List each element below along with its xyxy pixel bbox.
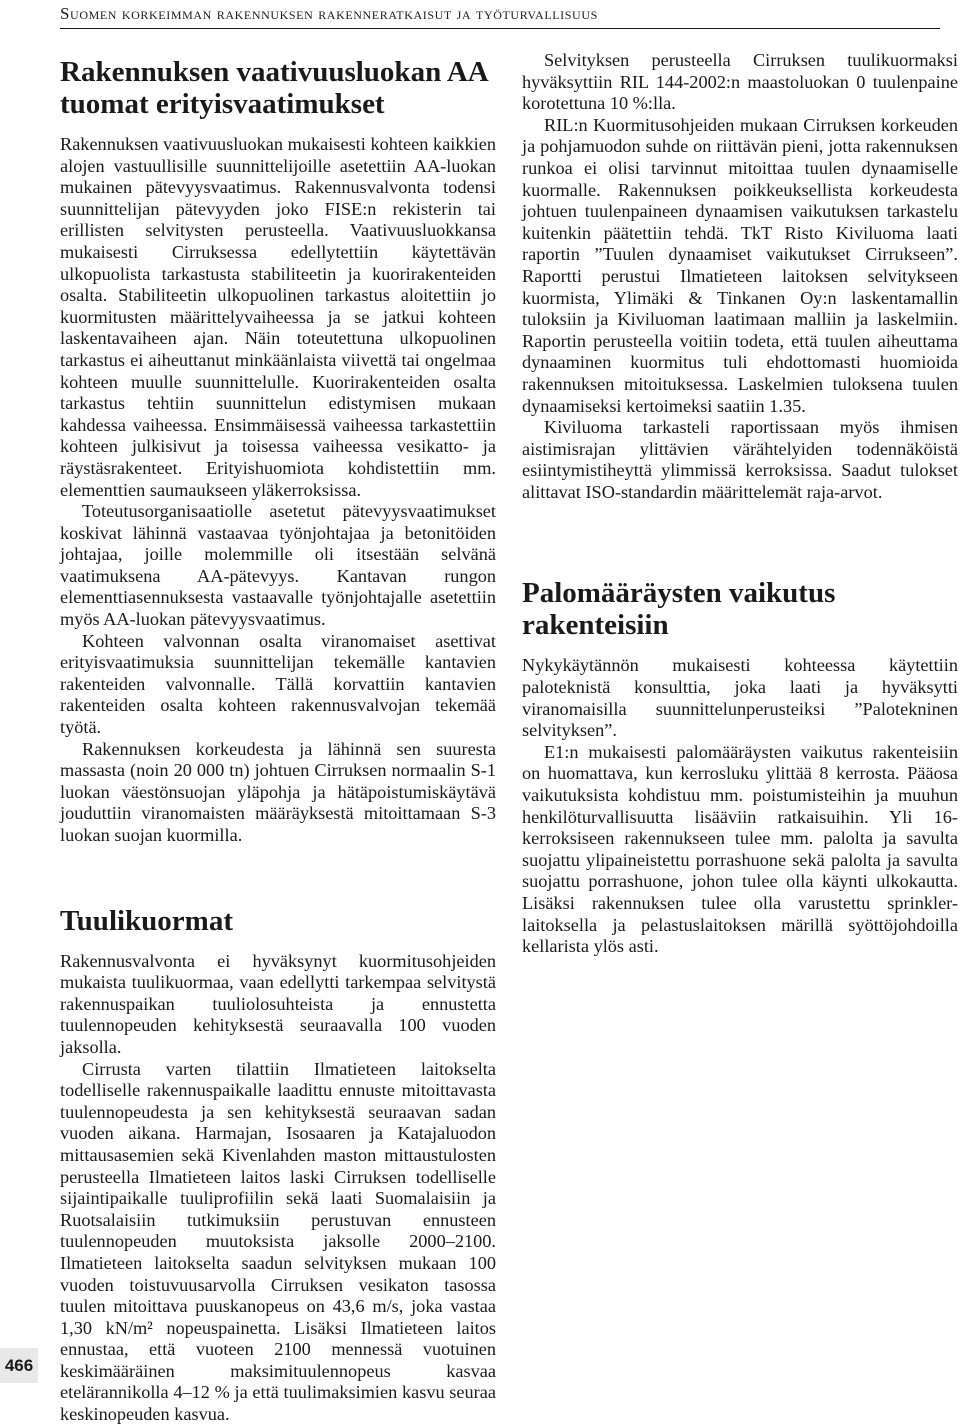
right-column — [522, 50, 958, 958]
section-title-vaativuusluokka: Rakennuksen vaativuusluokan AA tuomat erityisvaatimukset — [60, 56, 488, 120]
body-paragraph: Nykykäytännön mukaisesti kohteessa käytettiin paloteknistä konsulttia, joka laati ja hyväksytti viranomaisilla suunnittelunperusteiksi ”Palotekninen selvityksen”. — [522, 655, 958, 741]
body-paragraph: Selvityksen perusteella Cirruksen tuulikuormaksi hyväksyttiin RIL 144-2002:n maastoluokan 0 tuulenpaine korotettuna 10 %:lla. — [522, 50, 958, 114]
body-paragraph: Rakennusvalvonta ei hyväksynyt kuormitusohjeiden mukaista tuulikuormaa, vaan edellytti tarkempaa selvitystä rakennuspaikan tuuliolosuhteista ja ennustetta tuulennopeuden kehityksestä seuraavalla 100 vuoden jaksolla. — [60, 950, 496, 1057]
body-paragraph: Rakennuksen vaativuusluokan mukaisesti kohteen kaikkien alojen vastuullisille suunnittelijoille asetettiin AA-luokan mukainen pätevyysvaatimus. Rakennusvalvonta todensi suunnittelijan pätevyyden joko FISE:n rekisterin tai erillisten selvitysten perusteella. Vaativuusluokkansa mukaisesti Cirruksessa edellytettiin käytettävän ulkopuolista tarkastusta stabiliteetin ja kuorirakenteiden osalta. Stabiliteetin ulkopuolinen tarkastus aloitettiin jo kuormitusten määrittelyvaiheessa ja se jatkui kohteen laskentavaiheen ajan. Näin toteutettuna ulkopuolinen tarkastus ei aiheuttanut minkäänlaista viivettä tai ongelmaa kohteen muulle suunnittelulle. Kuorirakenteiden osalta tarkastus tehtiin suunnittelun edistymisen mukaan kahdessa vaiheessa. Ensimmäisessä vaiheessa tarkastettiin kohteen julkisivut ja toisessa vaiheessa vesikatto- ja räystäsrakenteet. Erityishuomiota kohdistettiin mm. elementtien saumaukseen yläkerroksissa. — [60, 134, 496, 500]
running-header: Suomen korkeimman rakennuksen rakenneratkaisut ja työturvallisuus — [60, 4, 940, 29]
body-paragraph: Kohteen valvonnan osalta viranomaiset asettivat erityisvaatimuksia suunnittelijan tekemälle kantavien rakenteiden valvonnalle. Tällä korvattiin kantavien rakenteiden osalta kohteen rakennusvalvojan tekemää työtä. — [60, 630, 496, 738]
section-title-palomaaraykset: Palomääräysten vaikutus rakenteisiin — [522, 577, 836, 642]
body-paragraph: RIL:n Kuormitusohjeiden mukaan Cirruksen korkeuden ja pohjamuodon suhde on riittävän pieni, jotta rakennuksen runkoa ei olisi tarvinnut mitoittaa tuulen dynaamiselle kuormalle. Rakennuksen poikkeuksellista korkeudesta johtuen tuulenpaineen dynaamisen vaikutuksen tarkastelu kuitenkin päätettiin tehdä. TkT Risto Kiviluoma laati raportin ”Tuulen dynaamiset vaikutukset Cirrukseen”. Raportti perustui Ilmatieteen laitoksen selvitykseen kuormista, Ylimäki & Tinkanen Oy:n laskentamallin tuloksiin ja Kiviluoman laatimaan malliin ja laskelmiin. Raportin perusteella voitiin todeta, että tuulen aiheuttama dynaaminen kuormitus tuli ehdottomasti huomioida rakennuksen mitoituksessa. Laskelmien tuloksena tuulen dynaamiseksi kertoimeksi saatiin 1.35. — [522, 114, 958, 416]
body-paragraph: E1:n mukaisesti palomääräysten vaikutus rakenteisiin on huomattava, kun kerrosluku ylittää 8 kerrosta. Pääosa vaikutuksista kohdistuu mm. poistumisteihin ja muuhun henkilöturvallisuutta lisääviin ratkaisuihin. Yli 16-kerroksiseen rakennukseen tulee mm. palolta ja savulta suojattu ylipaineistettu porrashuone sekä palolta ja savulta suojattu porrashuone, johon tulee olla käynti ulkokautta. Lisäksi rakennuksen tulee olla varustettu sprinkler-laitoksella ja pelastuslaitoksen märillä syöttöjohdoilla kellarista ylös asti. — [522, 741, 958, 957]
body-paragraph: Rakennuksen korkeudesta ja lähinnä sen suuresta massasta (noin 20 000 tn) johtuen Cirruksen normaalin S-1 luokan väestönsuojan yläpohja ja hätäpoistumiskäytävä jouduttiin viranomaisten määräyksestä mitoittamaan S-3 luokan suojan kuormilla. — [60, 738, 496, 845]
body-paragraph: Kiviluoma tarkasteli raportissaan myös ihmisen aistimisrajan ylittävien värähtelyiden todennäköistä esiintymistiheyttä ylimmissä kerroksissa. Saadut tulokset alittavat ISO-standardin määrittelemät raja-arvot. — [522, 417, 958, 502]
page-number: 466 — [0, 1348, 38, 1383]
left-column — [60, 50, 496, 1426]
body-paragraph: Toteutusorganisaatiolle asetetut pätevyysvaatimukset koskivat lähinnä vastaavaa työnjohtajaa ja betonitöiden johtajaa, joille molemmille oli itsestään selvänä vaatimuksena AA-pätevyys. Kantavan rungon elementtiasennuksesta vastaavalle työnjohtajalle asetettiin myös AA-luokan pätevyysvaatimus. — [60, 501, 496, 630]
body-paragraph: Cirrusta varten tilattiin Ilmatieteen laitokselta todelliselle rakennuspaikalle laadittu ennuste mitoittavasta tuulennopeudesta ja sen kehityksestä seuraavan sadan vuoden aikana. Harmajan, Isosaaren ja Katajaluodon mittausasemien sekä Kivenlahden maston mittaustulosten perusteella Ilmatieteen laitos laski Cirruksen todelliselle sijaintipaikalle tuuliprofiilin sekä laati Suomalaisiin ja Ruotsalaisiin tutkimuksiin perustuvan ennusteen tuulennopeuden muutoksista jaksolle 2000–2100. Ilmatieteen laitokselta saadun selvityksen mukaan 100 vuoden toistuvuusarvolla Cirruksen vesikaton tasossa tuulen mitoittava puuskanopeus on 43,6 m/s, joka vastaa 1,30 kN/m² nopeuspainetta. Lisäksi Ilmatieteen laitos ennustaa, että vuoteen 2100 mennessä vuotuinen keskimääräinen maksimituulennopeus kasvaa etelärannikolla 4–12 % ja että tuulimaksimien kasvu seuraa keskinopeuden kasvua. — [60, 1058, 496, 1425]
section-title-tuulikuormat: Tuulikuormat — [60, 904, 233, 937]
